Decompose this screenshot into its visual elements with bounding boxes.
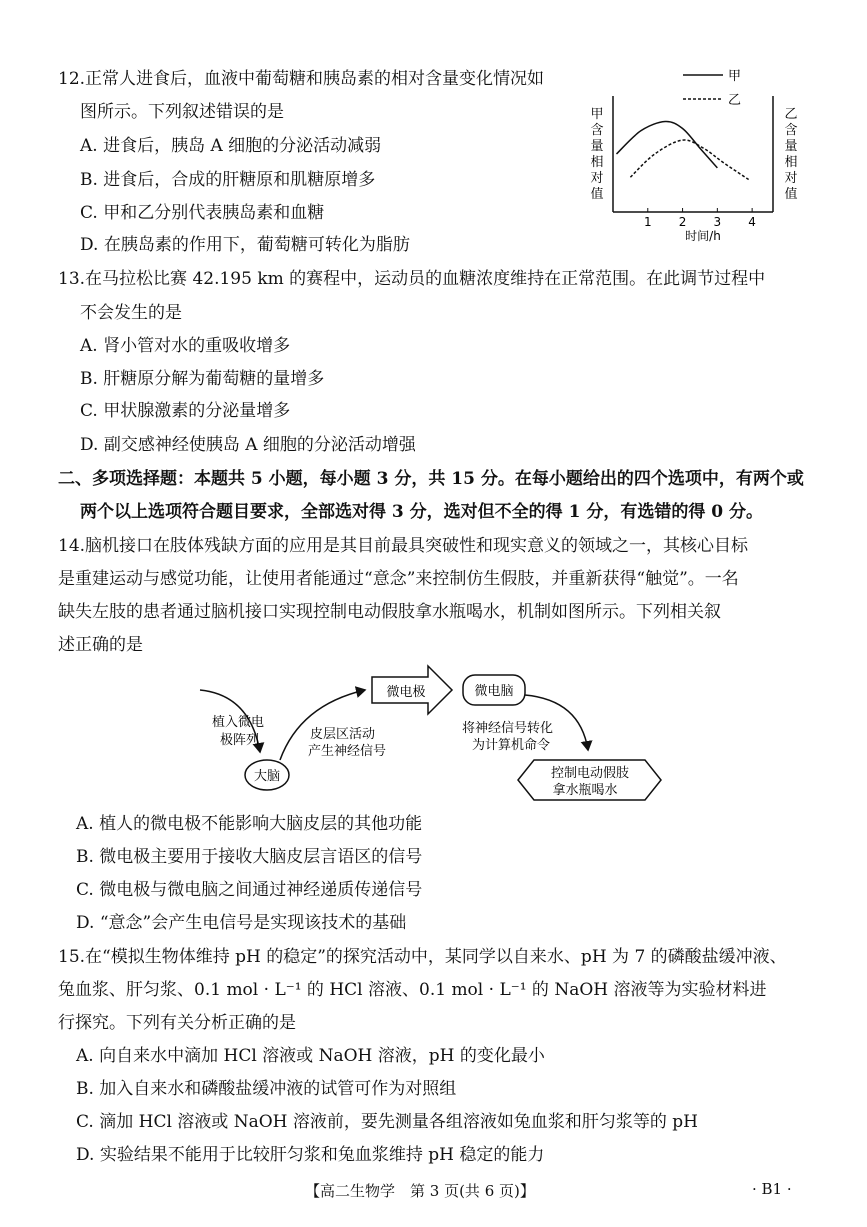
left-ylabel-char: 甲 bbox=[590, 107, 604, 122]
footer-code: · B1 · bbox=[752, 1180, 792, 1198]
page-footer: 【高二生物学 第 3 页(共 6 页)】 bbox=[305, 1182, 535, 1200]
x-ticks bbox=[644, 208, 756, 229]
label-convert-2: 为计算机命令 bbox=[472, 738, 551, 753]
q15-stem-cont2: 行探究。下列有关分析正确的是 bbox=[58, 1013, 296, 1033]
label-cortex-1: 皮层区活动 bbox=[310, 727, 376, 742]
q12-option-b: B. 进食后，合成的肝糖原和肌糖原增多 bbox=[80, 170, 376, 190]
x-tick-label: 4 bbox=[748, 215, 756, 229]
result-label-2: 拿水瓶喝水 bbox=[552, 783, 618, 798]
label-implant-2: 极阵列 bbox=[220, 733, 260, 748]
q15-stem: 15.在“模拟生物体维持 pH 的稳定”的探究活动中，某同学以自来水、pH 为 7 的磷酸盐缓冲液、 bbox=[58, 947, 787, 967]
left-ylabel-char: 相 bbox=[590, 155, 604, 170]
q14-stem-cont2: 缺失左肢的患者通过脑机接口实现控制电动假肢拿水瓶喝水，机制如图所示。下列相关叙 bbox=[58, 602, 721, 622]
q12-option-c: C. 甲和乙分别代表胰岛素和血糖 bbox=[80, 203, 325, 223]
q14-bci-diagram bbox=[180, 660, 680, 805]
section2-header-cont: 两个以上选项符合题目要求，全部选对得 3 分，选对但不全的得 1 分，有选错的得 0 分。 bbox=[80, 502, 763, 522]
series-line-yi bbox=[630, 140, 748, 180]
q14-option-d: D. “意念”会产生电信号是实现该技术的基础 bbox=[76, 913, 407, 933]
label-implant-1: 植入微电 bbox=[212, 715, 265, 730]
x-tick-label: 1 bbox=[643, 215, 652, 229]
q12-stem-cont: 图所示。下列叙述错误的是 bbox=[80, 102, 284, 122]
q14-option-a: A. 植人的微电极不能影响大脑皮层的其他功能 bbox=[76, 814, 423, 834]
q15-option-a: A. 向自来水中滴加 HCl 溶液或 NaOH 溶液，pH 的变化最小 bbox=[76, 1046, 545, 1066]
right-ylabel-char: 乙 bbox=[784, 107, 798, 122]
right-ylabel-char: 相 bbox=[784, 155, 798, 170]
q14-stem: 14.脑机接口在肢体残缺方面的应用是其目前最具突破性和现实意义的领域之一，其核心目标 bbox=[58, 536, 749, 556]
electrode-label: 微电极 bbox=[386, 685, 426, 700]
q13-option-a: A. 肾小管对水的重吸收增多 bbox=[80, 336, 291, 356]
q14-option-b: B. 微电极主要用于接收大脑皮层言语区的信号 bbox=[76, 847, 423, 867]
q12-option-d: D. 在胰岛素的作用下，葡萄糖可转化为脂肪 bbox=[80, 235, 410, 255]
left-y-axis-label bbox=[590, 107, 603, 202]
right-ylabel-char: 对 bbox=[784, 171, 798, 186]
left-ylabel-char: 量 bbox=[590, 139, 604, 154]
label-convert-1: 将神经信号转化 bbox=[462, 721, 554, 736]
q13-option-d: D. 副交感神经使胰岛 A 细胞的分泌活动增强 bbox=[80, 435, 416, 455]
q15-stem-cont1: 兔血浆、肝匀浆、0.1 mol · L⁻¹ 的 HCl 溶液、0.1 mol · L⁻¹ 的 NaOH 溶液等为实验材料进 bbox=[58, 980, 767, 1000]
legend-label-jia: 甲 bbox=[728, 69, 742, 84]
series-layer bbox=[616, 121, 748, 179]
q13-stem: 13.在马拉松比赛 42.195 km 的赛程中，运动员的血糖浓度维持在正常范围。在此调节过程中 bbox=[58, 269, 766, 289]
series-line-jia bbox=[616, 121, 717, 167]
q15-option-b: B. 加入自来水和磷酸盐缓冲液的试管可作为对照组 bbox=[76, 1079, 457, 1099]
right-ylabel-char: 量 bbox=[784, 139, 798, 154]
q14-stem-cont3: 述正确的是 bbox=[58, 635, 143, 655]
x-tick-label: 3 bbox=[713, 215, 722, 229]
q15-option-c: C. 滴加 HCl 溶液或 NaOH 溶液前，要先测量各组溶液如兔血浆和肝匀浆等的 pH bbox=[76, 1112, 698, 1132]
label-cortex-2: 产生神经信号 bbox=[308, 744, 387, 759]
q13-option-b: B. 肝糖原分解为葡萄糖的量增多 bbox=[80, 369, 325, 389]
left-ylabel-char: 对 bbox=[590, 171, 604, 186]
result-label-1: 控制电动假肢 bbox=[550, 766, 630, 781]
q12-option-a: A. 进食后，胰岛 A 细胞的分泌活动减弱 bbox=[80, 136, 382, 156]
q14-stem-cont1: 是重建运动与感觉功能，让使用者能通过“意念”来控制仿生假肢，并重新获得“触觉”。一名 bbox=[58, 569, 739, 589]
x-axis-label: 时间/h bbox=[685, 229, 721, 243]
left-ylabel-char: 含 bbox=[590, 123, 604, 138]
right-ylabel-char: 含 bbox=[784, 123, 798, 138]
q15-option-d: D. 实验结果不能用于比较肝匀浆和兔血浆维持 pH 稳定的能力 bbox=[76, 1145, 545, 1165]
left-ylabel-char: 值 bbox=[590, 187, 604, 202]
right-y-axis-label bbox=[784, 107, 797, 202]
computer-label: 微电脑 bbox=[474, 684, 514, 699]
x-tick-label: 2 bbox=[678, 215, 687, 229]
section2-header: 二、多项选择题：本题共 5 小题，每小题 3 分，共 15 分。在每小题给出的四个选项中，有两个或 bbox=[58, 469, 804, 489]
brain-label: 大脑 bbox=[253, 769, 281, 784]
q13-option-c: C. 甲状腺激素的分泌量增多 bbox=[80, 401, 291, 421]
q12-line-chart bbox=[585, 62, 810, 252]
legend-label-yi: 乙 bbox=[728, 93, 742, 108]
right-ylabel-char: 值 bbox=[784, 187, 798, 202]
q13-stem-cont: 不会发生的是 bbox=[80, 303, 182, 323]
q12-stem: 12.正常人进食后，血液中葡萄糖和胰岛素的相对含量变化情况如 bbox=[58, 69, 545, 89]
q14-option-c: C. 微电极与微电脑之间通过神经递质传递信号 bbox=[76, 880, 423, 900]
